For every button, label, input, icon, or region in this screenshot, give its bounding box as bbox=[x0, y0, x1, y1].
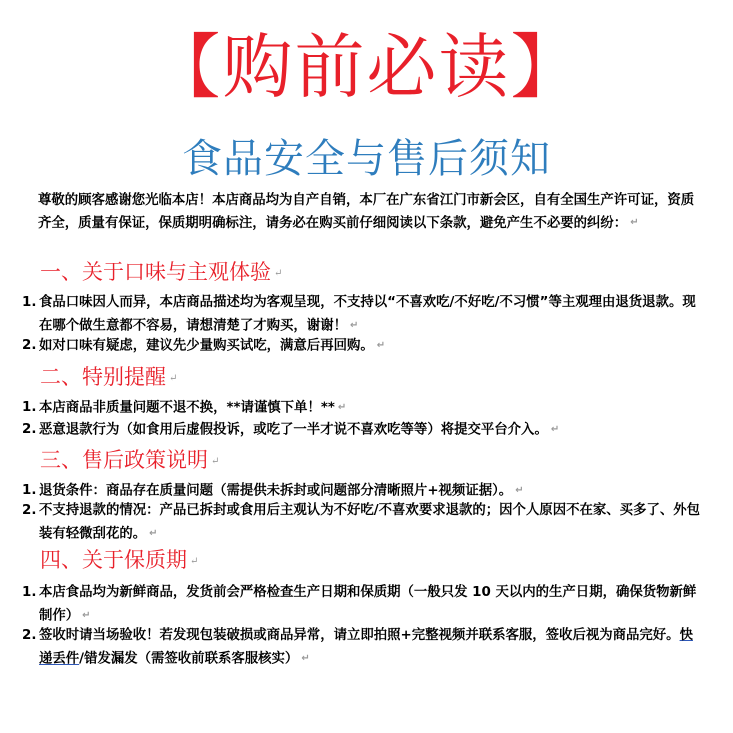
section-heading-after-sales: 三、售后政策说明 ↵ bbox=[40, 448, 220, 472]
lost-parcel-link[interactable]: 快递丢件 bbox=[39, 628, 693, 667]
paragraph-mark-icon: ↵ bbox=[376, 340, 386, 351]
item-text: 本店商品非质量问题不退不换，**请谨慎下单！** bbox=[39, 400, 335, 416]
page-title: 【购前必读】 bbox=[150, 26, 583, 108]
list-item bbox=[22, 396, 702, 420]
item-number: 1. bbox=[22, 585, 37, 600]
item-text: 本店食品均为新鲜商品，发货前会严格检查生产日期和保质期（一般只发 10 天以内的生产日期，确保货物新鲜制作） bbox=[39, 585, 697, 624]
item-number: 2. bbox=[22, 628, 37, 643]
paragraph-mark-icon: ↵ bbox=[274, 267, 283, 279]
paragraph-mark-icon: ↵ bbox=[550, 424, 560, 435]
paragraph-mark-icon: ↵ bbox=[630, 217, 639, 228]
paragraph-mark-icon: ↵ bbox=[337, 402, 347, 413]
paragraph-mark-icon: ↵ bbox=[301, 653, 310, 664]
paragraph-mark-icon: ↵ bbox=[211, 455, 220, 467]
item-number: 1. bbox=[22, 483, 37, 498]
paragraph-mark-icon: ↵ bbox=[349, 320, 359, 331]
section-heading-shelf-life: 四、关于保质期 ↵ bbox=[40, 548, 199, 572]
paragraph-mark-icon: ↵ bbox=[149, 528, 158, 539]
list-item bbox=[22, 334, 702, 358]
item-text: 食品口味因人而异，本店商品描述均为客观呈现，不支持以“不喜欢吃/不好吃/不习惯”等主观理由退货退款。现在哪个做生意都不容易，请想清楚了才购买，谢谢！ bbox=[39, 295, 696, 334]
item-text-tail: /错发漏发（需签收前联系客服核实） bbox=[79, 651, 299, 667]
intro-paragraph bbox=[38, 190, 698, 235]
item-number: 2. bbox=[22, 503, 37, 518]
list-item bbox=[22, 418, 702, 442]
item-number: 2. bbox=[22, 422, 37, 437]
paragraph-mark-icon: ↵ bbox=[190, 555, 199, 567]
item-number: 2. bbox=[22, 338, 37, 353]
paragraph-mark-icon: ↵ bbox=[82, 610, 91, 621]
paragraph-mark-icon: ↵ bbox=[515, 485, 524, 496]
page-subtitle: 食品安全与售后须知 bbox=[182, 136, 551, 182]
list-item bbox=[22, 499, 702, 546]
list-item bbox=[22, 291, 702, 338]
paragraph-mark-icon: ↵ bbox=[169, 372, 178, 384]
item-text: 恶意退款行为（如食用后虚假投诉，或吃了一半才说不喜欢吃等等）将提交平台介入。 bbox=[39, 422, 548, 438]
intro-text: 尊敬的顾客感谢您光临本店！本店商品均为自产自销，本厂在广东省江门市新会区，自有全国生产许可证，资质齐全，质量有保证，保质期明确标注，请务必在购买前仔细阅读以下条款，避免产生不必要的纠纷： bbox=[38, 193, 695, 231]
item-number: 1. bbox=[22, 400, 37, 415]
list-item bbox=[22, 624, 702, 671]
item-text: 签收时请当场验收！若发现包装破损或商品异常，请立即拍照+完整视频并联系客服，签收后视为商品完好。 bbox=[39, 628, 680, 643]
item-text: 如对口味有疑虑，建议先少量购买试吃，满意后再回购。 bbox=[39, 338, 374, 354]
item-text: 不支持退款的情况：产品已拆封或食用后主观认为不好吃/不喜欢要求退款的；因个人原因不在家、买多了、外包装有轻微刮花的。 bbox=[39, 503, 701, 542]
list-item bbox=[22, 581, 702, 628]
item-number: 1. bbox=[22, 295, 37, 310]
section-heading-reminder: 二、特别提醒 ↵ bbox=[40, 365, 178, 389]
section-heading-taste: 一、关于口味与主观体验 ↵ bbox=[40, 260, 283, 284]
item-text: 退货条件：商品存在质量问题（需提供未拆封或问题部分清晰照片+视频证据）。 bbox=[39, 483, 513, 499]
